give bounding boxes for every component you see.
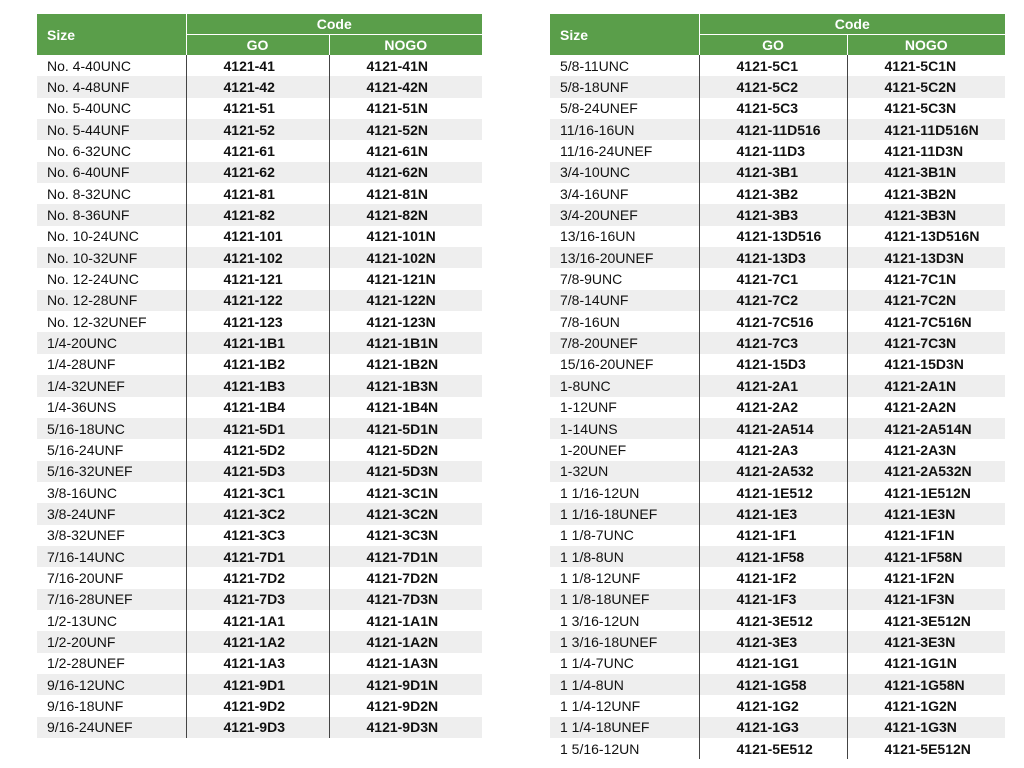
go-code-cell: 4121-122 [186,290,329,311]
size-cell: 3/8-16UNC [47,484,118,501]
go-code-cell: 4121-1A1 [186,610,329,631]
nogo-code-cell: 4121-2A2N [847,397,1005,418]
size-cell: 1 1/4-18UNEF [550,717,699,738]
size-cell: 7/16-28UNEF [37,589,186,610]
size-cell: 13/16-16UN [560,228,636,245]
size-cell: 1 1/4-8UN [550,674,699,695]
table-row [550,567,1005,588]
go-code-cell: 4121-3C1 [186,482,329,503]
table-row [550,589,1005,610]
nogo-code-cell: 4121-1E512N [847,482,1005,503]
go-code-cell: 4121-9D3 [186,717,329,738]
nogo-code-cell: 4121-1B2N [329,354,482,375]
nogo-code-cell: 4121-3C2N [329,503,482,524]
nogo-code-cell: 4121-3B1N [847,162,1005,183]
go-code-cell: 4121-102 [186,247,329,268]
go-code-cell: 4121-1G1 [699,653,847,674]
nogo-code-cell: 4121-7C1N [847,268,1005,289]
size-cell: 1-8UNC [550,375,699,396]
size-cell: 9/16-18UNF [47,697,124,714]
nogo-code-cell: 4121-2A1N [847,375,1005,396]
nogo-code-cell: 4121-1B3N [329,375,482,396]
go-code-cell: 4121-3B3 [699,204,847,225]
nogo-code-cell: 4121-5C1N [847,55,1005,76]
size-cell: 5/16-24UNF [47,441,124,458]
thread-gauge-table-left [37,14,482,738]
size-cell: 1 1/8-7UNC [560,527,634,544]
size-cell: No. 8-36UNF [37,204,186,225]
size-cell: 9/16-12UNC [37,674,186,695]
size-cell: 7/16-20UNF [47,569,124,586]
go-code-cell: 4121-61 [186,140,329,161]
go-code-cell: 4121-101 [186,226,329,247]
nogo-code-cell: 4121-2A3N [847,439,1005,460]
go-code-cell: 4121-42 [186,76,329,97]
table-row [550,738,1005,759]
size-cell: No. 6-32UNC [47,143,132,160]
go-code-cell: 4121-5D1 [186,418,329,439]
nogo-code-cell: 4121-122N [329,290,482,311]
table-row [550,247,1005,268]
size-cell: No. 12-24UNC [47,271,139,288]
go-code-cell: 4121-13D516 [699,226,847,247]
nogo-code-cell: 4121-5D3N [329,461,482,482]
go-code-cell: 4121-2A3 [699,439,847,460]
nogo-code-cell: 4121-7D2N [329,567,482,588]
go-code-cell: 4121-9D1 [186,674,329,695]
go-code-cell: 4121-82 [186,204,329,225]
size-cell: 1 1/16-12UN [560,484,640,501]
go-header: GO [699,35,847,56]
size-cell: 1 1/16-18UNEF [550,503,699,524]
nogo-code-cell: 4121-7D3N [329,589,482,610]
size-cell: 1-20UNEF [560,441,627,458]
nogo-code-cell: 4121-3B3N [847,204,1005,225]
size-cell: 1/4-20UNC [37,332,186,353]
nogo-code-cell: 4121-5D1N [329,418,482,439]
table-row [37,140,482,161]
nogo-code-cell: 4121-3C1N [329,482,482,503]
table-row [37,503,482,524]
table-row [550,525,1005,546]
table-row [37,204,482,225]
size-cell: 1/2-13UNC [47,612,118,629]
table-row [550,674,1005,695]
go-code-cell: 4121-2A532 [699,461,847,482]
size-cell: 3/4-10UNC [550,162,699,183]
table-row [550,55,1005,76]
nogo-code-cell: 4121-9D3N [329,717,482,738]
size-cell: 1/4-36UNS [47,399,117,416]
nogo-code-cell: 4121-2A514N [847,418,1005,439]
table-row [550,290,1005,311]
table-row [550,439,1005,460]
nogo-code-cell: 4121-1F3N [847,589,1005,610]
size-cell: 3/4-16UNF [560,185,629,202]
size-cell: 1-32UN [550,461,699,482]
nogo-code-cell: 4121-3E3N [847,631,1005,652]
nogo-code-cell: 4121-62N [329,162,482,183]
go-code-cell: 4121-5C3 [699,98,847,119]
size-cell: 1 3/16-18UNEF [550,631,699,652]
table-row [37,247,482,268]
go-code-cell: 4121-1A2 [186,631,329,652]
table-row [550,375,1005,396]
go-code-cell: 4121-1F58 [699,546,847,567]
nogo-code-cell: 4121-5C3N [847,98,1005,119]
table-body-left [37,55,482,738]
table-row [37,290,482,311]
nogo-code-cell: 4121-1E3N [847,503,1005,524]
table-row [37,76,482,97]
table-row [37,653,482,674]
table-row [550,268,1005,289]
size-cell: 1 3/16-12UN [560,612,640,629]
table-row [550,354,1005,375]
table-row [37,439,482,460]
nogo-code-cell: 4121-1F1N [847,525,1005,546]
nogo-code-cell: 4121-1G2N [847,695,1005,716]
table-row [37,525,482,546]
nogo-code-cell: 4121-1F58N [847,546,1005,567]
nogo-code-cell: 4121-123N [329,311,482,332]
go-code-cell: 4121-41 [186,55,329,76]
size-cell: No. 4-40UNC [47,57,132,74]
go-code-cell: 4121-81 [186,183,329,204]
size-cell: 7/8-9UNC [560,271,623,288]
go-code-cell: 4121-1G2 [699,695,847,716]
table-row [37,546,482,567]
table-row [550,98,1005,119]
table-row [37,482,482,503]
size-cell: 1/4-32UNEF [37,375,186,396]
table-row [37,268,482,289]
size-cell: No. 10-32UNF [37,247,186,268]
table-row [37,183,482,204]
go-code-cell: 4121-5C2 [699,76,847,97]
table-row [37,119,482,140]
size-cell: 1-12UNF [560,399,617,416]
size-cell: 1-14UNS [550,418,699,439]
table-row [37,397,482,418]
nogo-code-cell: 4121-13D3N [847,247,1005,268]
nogo-code-cell: 4121-9D1N [329,674,482,695]
go-code-cell: 4121-51 [186,98,329,119]
size-cell: 5/8-24UNEF [560,100,638,117]
nogo-code-cell: 4121-15D3N [847,354,1005,375]
go-code-cell: 4121-121 [186,268,329,289]
go-code-cell: 4121-5D2 [186,439,329,460]
nogo-code-cell: 4121-1A1N [329,610,482,631]
table-row [550,717,1005,738]
table-row [37,226,482,247]
table-row [550,546,1005,567]
nogo-code-cell: 4121-2A532N [847,461,1005,482]
go-code-cell: 4121-2A1 [699,375,847,396]
size-cell: No. 12-32UNEF [47,313,147,330]
table-row [550,332,1005,353]
go-code-cell: 4121-7C2 [699,290,847,311]
size-cell: 5/8-11UNC [560,57,629,74]
go-code-cell: 4121-5E512 [699,738,847,759]
go-code-cell: 4121-5D3 [186,461,329,482]
thread-gauge-table-right [550,14,1005,759]
table-row [37,418,482,439]
size-cell: No. 5-40UNC [47,100,132,117]
table-row [550,418,1005,439]
go-code-cell: 4121-1B3 [186,375,329,396]
go-code-cell: 4121-3E3 [699,631,847,652]
size-cell: 9/16-24UNEF [37,717,186,738]
size-cell: 5/16-32UNEF [37,461,186,482]
size-cell: No. 4-48UNF [37,76,186,97]
nogo-code-cell: 4121-41N [329,55,482,76]
table-row [37,98,482,119]
go-code-cell: 4121-7D2 [186,567,329,588]
size-cell: 13/16-20UNEF [550,247,699,268]
go-code-cell: 4121-62 [186,162,329,183]
size-cell: 5/16-18UNC [37,418,186,439]
go-code-cell: 4121-7D1 [186,546,329,567]
go-code-cell: 4121-1E3 [699,503,847,524]
size-cell: 7/16-14UNC [37,546,186,567]
go-code-cell: 4121-1G3 [699,717,847,738]
nogo-code-cell: 4121-7C3N [847,332,1005,353]
table-row [37,375,482,396]
code-header: Code [186,14,482,35]
nogo-code-cell: 4121-3B2N [847,183,1005,204]
go-code-cell: 4121-1A3 [186,653,329,674]
table-row [550,397,1005,418]
nogo-code-cell: 4121-61N [329,140,482,161]
size-cell: 1/2-28UNEF [47,655,125,672]
go-code-cell: 4121-7D3 [186,589,329,610]
go-code-cell: 4121-3E512 [699,610,847,631]
size-cell: 11/16-16UN [550,119,699,140]
size-cell: 1 1/8-18UNEF [550,589,699,610]
nogo-code-cell: 4121-5E512N [847,738,1005,759]
nogo-code-cell: 4121-5C2N [847,76,1005,97]
table-row [550,183,1005,204]
table-row [550,653,1005,674]
table-row [550,119,1005,140]
go-code-cell: 4121-11D3 [699,140,847,161]
table-row [37,589,482,610]
table-row [550,204,1005,225]
go-code-cell: 4121-13D3 [699,247,847,268]
table-row [37,55,482,76]
go-code-cell: 4121-7C516 [699,311,847,332]
go-code-cell: 4121-15D3 [699,354,847,375]
go-code-cell: 4121-3C3 [186,525,329,546]
nogo-code-cell: 4121-1G3N [847,717,1005,738]
size-cell: 1/2-20UNF [37,631,186,652]
table-row [37,695,482,716]
nogo-header: NOGO [329,35,482,56]
table-body-right [550,55,1005,759]
size-cell: 1 5/16-12UN [560,740,640,757]
table-row [37,610,482,631]
table-row [550,140,1005,161]
size-cell: 1 1/4-7UNC [560,655,634,672]
table-row [550,76,1005,97]
go-code-cell: 4121-1B2 [186,354,329,375]
nogo-code-cell: 4121-51N [329,98,482,119]
go-code-cell: 4121-1F1 [699,525,847,546]
size-cell: 1 1/8-12UNF [560,569,641,586]
table-row [37,311,482,332]
nogo-code-cell: 4121-3C3N [329,525,482,546]
table-row [37,717,482,738]
nogo-code-cell: 4121-82N [329,204,482,225]
go-code-cell: 4121-52 [186,119,329,140]
size-cell: No. 10-24UNC [47,228,139,245]
go-code-cell: 4121-1E512 [699,482,847,503]
go-code-cell: 4121-2A514 [699,418,847,439]
table-row [37,631,482,652]
go-code-cell: 4121-5C1 [699,55,847,76]
nogo-code-cell: 4121-1G58N [847,674,1005,695]
nogo-code-cell: 4121-1B4N [329,397,482,418]
go-code-cell: 4121-1B4 [186,397,329,418]
nogo-code-cell: 4121-3E512N [847,610,1005,631]
size-cell: 3/4-20UNEF [550,204,699,225]
go-code-cell: 4121-2A2 [699,397,847,418]
table-row [37,674,482,695]
size-cell: No. 8-32UNC [47,185,132,202]
table-row [550,226,1005,247]
size-cell: 15/16-20UNEF [560,356,654,373]
size-cell: 11/16-24UNEF [560,143,653,160]
table-row [550,311,1005,332]
nogo-code-cell: 4121-81N [329,183,482,204]
nogo-code-cell: 4121-42N [329,76,482,97]
size-cell: 5/8-18UNF [550,76,699,97]
go-code-cell: 4121-1B1 [186,332,329,353]
table-row [37,461,482,482]
table-row [550,610,1005,631]
size-cell: No. 12-28UNF [37,290,186,311]
nogo-code-cell: 4121-1A3N [329,653,482,674]
table-row [37,354,482,375]
nogo-code-cell: 4121-7D1N [329,546,482,567]
table-row [37,162,482,183]
nogo-code-cell: 4121-1B1N [329,332,482,353]
nogo-code-cell: 4121-11D516N [847,119,1005,140]
size-cell: No. 5-44UNF [37,119,186,140]
go-code-cell: 4121-11D516 [699,119,847,140]
size-cell: 3/8-32UNEF [47,527,125,544]
size-cell: 7/8-14UNF [550,290,699,311]
nogo-code-cell: 4121-1A2N [329,631,482,652]
go-code-cell: 4121-9D2 [186,695,329,716]
go-code-cell: 4121-3B1 [699,162,847,183]
nogo-code-cell: 4121-11D3N [847,140,1005,161]
go-code-cell: 4121-7C1 [699,268,847,289]
go-code-cell: 4121-1F3 [699,589,847,610]
nogo-code-cell: 4121-9D2N [329,695,482,716]
size-cell: 7/8-16UN [560,313,620,330]
nogo-code-cell: 4121-102N [329,247,482,268]
nogo-header: NOGO [847,35,1005,56]
table-row [37,332,482,353]
size-header: Size [37,14,186,55]
size-cell: 3/8-24UNF [37,503,186,524]
nogo-code-cell: 4121-7C2N [847,290,1005,311]
go-code-cell: 4121-1F2 [699,567,847,588]
go-code-cell: 4121-1G58 [699,674,847,695]
size-cell: No. 6-40UNF [37,162,186,183]
go-code-cell: 4121-3B2 [699,183,847,204]
go-header: GO [186,35,329,56]
nogo-code-cell: 4121-13D516N [847,226,1005,247]
size-cell: 1 1/8-8UN [550,546,699,567]
table-row [37,567,482,588]
size-cell: 7/8-20UNEF [550,332,699,353]
size-header: Size [550,14,699,55]
table-row [550,631,1005,652]
code-header: Code [699,14,1005,35]
table-row [550,695,1005,716]
nogo-code-cell: 4121-1G1N [847,653,1005,674]
table-row [550,461,1005,482]
nogo-code-cell: 4121-7C516N [847,311,1005,332]
size-cell: 1 1/4-12UNF [560,697,641,714]
nogo-code-cell: 4121-1F2N [847,567,1005,588]
nogo-code-cell: 4121-52N [329,119,482,140]
go-code-cell: 4121-123 [186,311,329,332]
table-row [550,162,1005,183]
nogo-code-cell: 4121-5D2N [329,439,482,460]
nogo-code-cell: 4121-101N [329,226,482,247]
size-cell: 1/4-28UNF [47,356,116,373]
table-row [550,482,1005,503]
go-code-cell: 4121-7C3 [699,332,847,353]
table-row [550,503,1005,524]
nogo-code-cell: 4121-121N [329,268,482,289]
go-code-cell: 4121-3C2 [186,503,329,524]
